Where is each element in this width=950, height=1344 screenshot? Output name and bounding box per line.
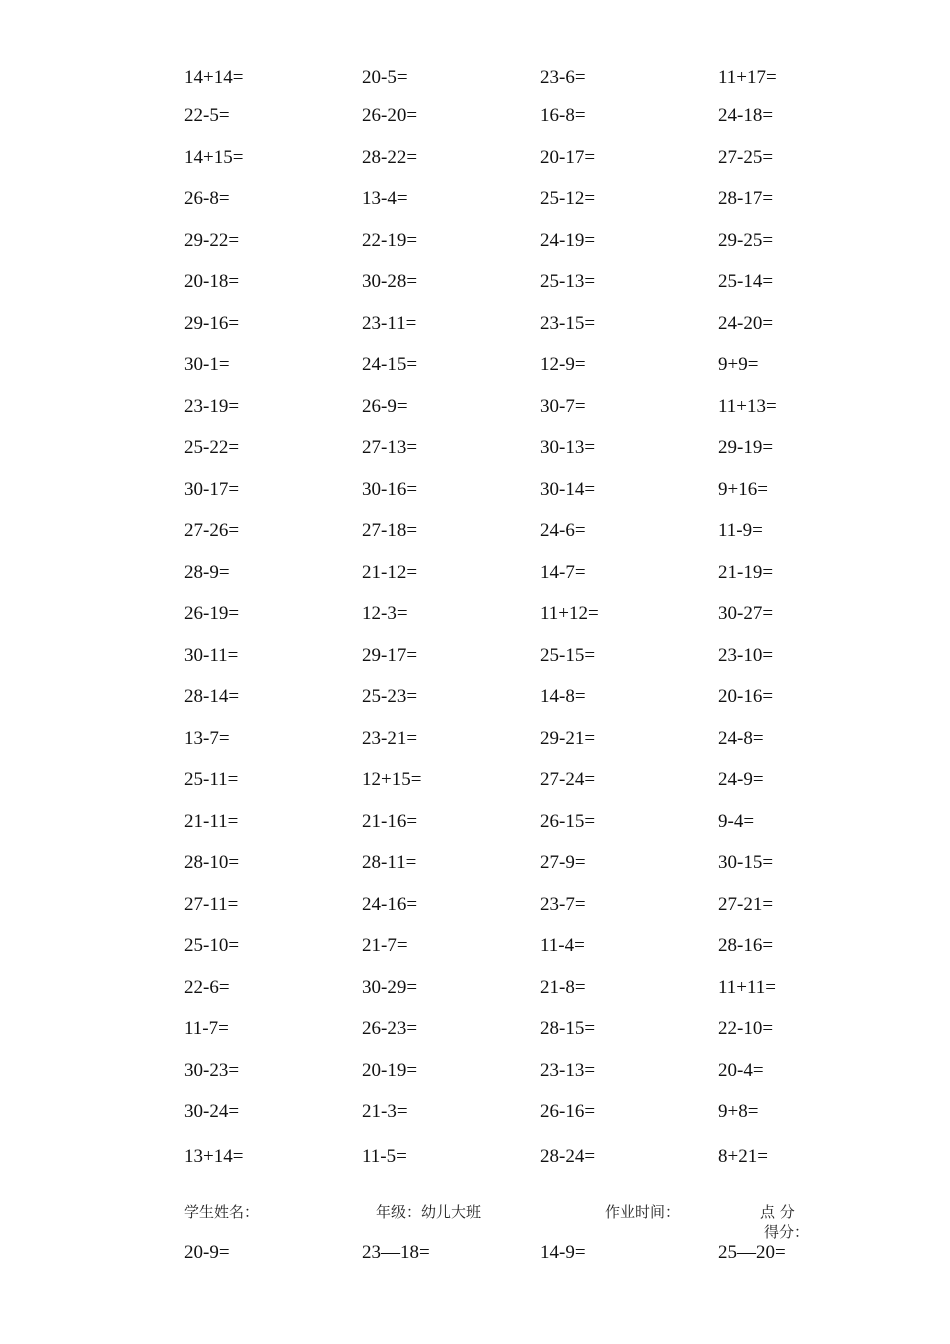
math-problem: 30-29= bbox=[362, 977, 418, 998]
problem-row bbox=[0, 641, 950, 671]
math-problem: 11+13= bbox=[718, 396, 777, 417]
math-problem: 21-12= bbox=[362, 562, 418, 583]
math-problem: 23-10= bbox=[718, 645, 774, 666]
math-problem: 27-26= bbox=[184, 520, 240, 541]
math-problem: 29-25= bbox=[718, 230, 774, 251]
math-problem: 14-7= bbox=[540, 562, 586, 583]
math-problem: 21-11= bbox=[184, 811, 239, 832]
math-problem: 30-1= bbox=[184, 354, 230, 375]
math-problem: 30-13= bbox=[540, 437, 596, 458]
math-problem: 20-17= bbox=[540, 147, 596, 168]
final-problem-row bbox=[0, 1238, 950, 1268]
math-problem: 25-22= bbox=[184, 437, 240, 458]
math-problem: 23—18= bbox=[362, 1242, 430, 1263]
math-problem: 24-9= bbox=[718, 769, 764, 790]
math-problem: 26-23= bbox=[362, 1018, 418, 1039]
math-problem: 22-10= bbox=[718, 1018, 774, 1039]
problem-row bbox=[0, 973, 950, 1003]
problem-row bbox=[0, 101, 950, 131]
math-problem: 30-28= bbox=[362, 271, 418, 292]
math-problem: 14+15= bbox=[184, 147, 244, 168]
problem-row bbox=[0, 599, 950, 629]
math-problem: 11-7= bbox=[184, 1018, 229, 1039]
math-problem: 26-19= bbox=[184, 603, 240, 624]
math-problem: 12-9= bbox=[540, 354, 586, 375]
problem-row bbox=[0, 516, 950, 546]
problem-row bbox=[0, 184, 950, 214]
math-problem: 11+12= bbox=[540, 603, 599, 624]
math-problem: 30-24= bbox=[184, 1101, 240, 1122]
problem-row bbox=[0, 63, 950, 93]
math-problem: 24-8= bbox=[718, 728, 764, 749]
problem-row bbox=[0, 890, 950, 920]
math-problem: 30-27= bbox=[718, 603, 774, 624]
problem-row bbox=[0, 1142, 950, 1172]
math-problem: 23-15= bbox=[540, 313, 596, 334]
math-problem: 13-4= bbox=[362, 188, 408, 209]
math-problem: 14-9= bbox=[540, 1242, 586, 1263]
math-problem: 29-22= bbox=[184, 230, 240, 251]
math-problem: 23-13= bbox=[540, 1060, 596, 1081]
math-problem: 8+21= bbox=[718, 1146, 768, 1167]
math-problem: 22-5= bbox=[184, 105, 230, 126]
problem-row bbox=[0, 433, 950, 463]
math-problem: 29-17= bbox=[362, 645, 418, 666]
math-problem: 20-4= bbox=[718, 1060, 764, 1081]
problem-row bbox=[0, 1014, 950, 1044]
math-problem: 26-16= bbox=[540, 1101, 596, 1122]
math-problem: 23-11= bbox=[362, 313, 417, 334]
math-problem: 25-11= bbox=[184, 769, 239, 790]
problem-row bbox=[0, 848, 950, 878]
math-problem: 27-21= bbox=[718, 894, 774, 915]
problem-row bbox=[0, 682, 950, 712]
math-problem: 11+11= bbox=[718, 977, 777, 998]
math-problem: 22-6= bbox=[184, 977, 230, 998]
math-problem: 16-8= bbox=[540, 105, 586, 126]
math-problem: 25-12= bbox=[540, 188, 596, 209]
math-problem: 25-14= bbox=[718, 271, 774, 292]
math-problem: 27-9= bbox=[540, 852, 586, 873]
math-problem: 23-19= bbox=[184, 396, 240, 417]
math-problem: 27-24= bbox=[540, 769, 596, 790]
math-problem: 29-16= bbox=[184, 313, 240, 334]
math-problem: 20-16= bbox=[718, 686, 774, 707]
problem-row bbox=[0, 558, 950, 588]
math-problem: 14-8= bbox=[540, 686, 586, 707]
math-problem: 27-13= bbox=[362, 437, 418, 458]
problem-row bbox=[0, 350, 950, 380]
math-problem: 12-3= bbox=[362, 603, 408, 624]
math-problem: 23-21= bbox=[362, 728, 418, 749]
problem-row bbox=[0, 392, 950, 422]
math-problem: 30-11= bbox=[184, 645, 239, 666]
math-problem: 27-11= bbox=[184, 894, 239, 915]
math-problem: 25-23= bbox=[362, 686, 418, 707]
math-problem: 24-20= bbox=[718, 313, 774, 334]
problem-row bbox=[0, 475, 950, 505]
math-problem: 9+8= bbox=[718, 1101, 759, 1122]
math-problem: 30-15= bbox=[718, 852, 774, 873]
math-problem: 21-7= bbox=[362, 935, 408, 956]
math-problem: 9+16= bbox=[718, 479, 768, 500]
math-problem: 30-7= bbox=[540, 396, 586, 417]
math-problem: 21-16= bbox=[362, 811, 418, 832]
math-problem: 25-15= bbox=[540, 645, 596, 666]
problem-row bbox=[0, 309, 950, 339]
problem-row bbox=[0, 724, 950, 754]
math-problem: 22-19= bbox=[362, 230, 418, 251]
math-problem: 9-4= bbox=[718, 811, 755, 832]
math-problem: 28-15= bbox=[540, 1018, 596, 1039]
problem-row bbox=[0, 226, 950, 256]
math-problem: 28-16= bbox=[718, 935, 774, 956]
math-problem: 9+9= bbox=[718, 354, 759, 375]
math-problem: 11-4= bbox=[540, 935, 585, 956]
math-problem: 28-17= bbox=[718, 188, 774, 209]
math-problem: 30-17= bbox=[184, 479, 240, 500]
math-problem: 24-19= bbox=[540, 230, 596, 251]
math-problem: 26-8= bbox=[184, 188, 230, 209]
math-problem: 28-11= bbox=[362, 852, 417, 873]
math-problem: 23-6= bbox=[540, 67, 586, 88]
problem-row bbox=[0, 931, 950, 961]
math-problem: 24-6= bbox=[540, 520, 586, 541]
homework-time-label: 作业时间： bbox=[605, 1203, 681, 1221]
math-problem: 30-16= bbox=[362, 479, 418, 500]
math-problem: 24-16= bbox=[362, 894, 418, 915]
math-problem: 26-9= bbox=[362, 396, 408, 417]
math-problem: 21-3= bbox=[362, 1101, 408, 1122]
problem-row bbox=[0, 765, 950, 795]
math-problem: 28-10= bbox=[184, 852, 240, 873]
math-problem: 25-13= bbox=[540, 271, 596, 292]
grade-label: 年级：幼儿大班 bbox=[376, 1203, 482, 1221]
math-problem: 11+17= bbox=[718, 67, 777, 88]
problem-row bbox=[0, 267, 950, 297]
math-problem: 24-18= bbox=[718, 105, 774, 126]
math-problem: 21-19= bbox=[718, 562, 774, 583]
math-problem: 27-25= bbox=[718, 147, 774, 168]
math-problem: 21-8= bbox=[540, 977, 586, 998]
math-problem: 11-9= bbox=[718, 520, 763, 541]
math-problem: 29-19= bbox=[718, 437, 774, 458]
math-problem: 23-7= bbox=[540, 894, 586, 915]
math-problem: 30-23= bbox=[184, 1060, 240, 1081]
math-problem: 11-5= bbox=[362, 1146, 407, 1167]
math-problem: 28-14= bbox=[184, 686, 240, 707]
problem-row bbox=[0, 807, 950, 837]
math-problem: 27-18= bbox=[362, 520, 418, 541]
math-problem: 14+14= bbox=[184, 67, 244, 88]
math-problem: 20-9= bbox=[184, 1242, 230, 1263]
problem-row bbox=[0, 1097, 950, 1127]
math-problem: 26-15= bbox=[540, 811, 596, 832]
problem-row bbox=[0, 1056, 950, 1086]
math-problem: 20-5= bbox=[362, 67, 408, 88]
math-problem: 28-24= bbox=[540, 1146, 596, 1167]
math-problem: 20-19= bbox=[362, 1060, 418, 1081]
score-label-top: 点 分 bbox=[760, 1203, 795, 1221]
math-problem: 13-7= bbox=[184, 728, 230, 749]
math-problem: 20-18= bbox=[184, 271, 240, 292]
student-name-label: 学生姓名： bbox=[184, 1203, 260, 1221]
score-label: 得分： bbox=[764, 1223, 810, 1241]
math-problem: 28-22= bbox=[362, 147, 418, 168]
math-problem: 12+15= bbox=[362, 769, 422, 790]
math-problem: 25-10= bbox=[184, 935, 240, 956]
math-problem: 30-14= bbox=[540, 479, 596, 500]
math-problem: 25—20= bbox=[718, 1242, 786, 1263]
math-problem: 29-21= bbox=[540, 728, 596, 749]
math-problem: 13+14= bbox=[184, 1146, 244, 1167]
math-problem: 24-15= bbox=[362, 354, 418, 375]
math-problem: 28-9= bbox=[184, 562, 230, 583]
math-problem: 26-20= bbox=[362, 105, 418, 126]
problem-row bbox=[0, 143, 950, 173]
